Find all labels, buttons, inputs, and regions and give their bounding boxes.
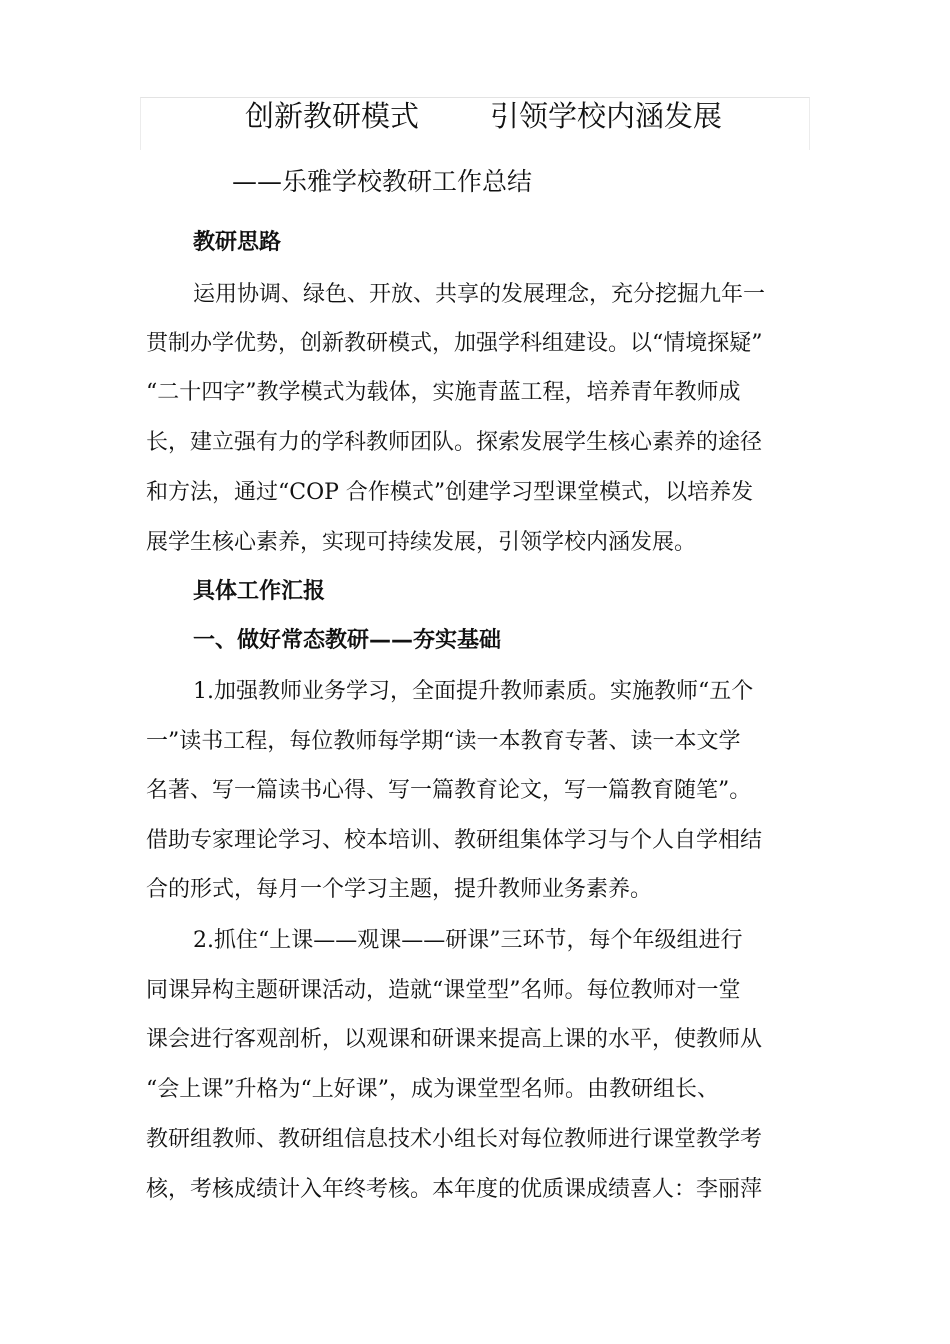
- heading-work-report: 具体工作汇报: [193, 579, 326, 604]
- paragraph-line: “会上课”升格为“上好课”，成为课堂型名师。由教研组长、: [146, 1077, 719, 1102]
- paragraph-line: “二十四字”教学模式为载体，实施青蓝工程，培养青年教师成: [146, 380, 741, 405]
- paragraph-line: 1.加强教师业务学习，全面提升教师素质。实施教师“五个: [193, 679, 754, 704]
- paragraph-line: 借助专家理论学习、校本培训、教研组集体学习与个人自学相结: [146, 828, 763, 853]
- paragraph-line: 长，建立强有力的学科教师团队。探索发展学生核心素养的途径: [146, 430, 763, 455]
- paragraph-line: 运用协调、绿色、开放、共享的发展理念，充分挖掘九年一: [193, 282, 766, 307]
- paragraph-line: 展学生核心素养，实现可持续发展，引领学校内涵发展。: [146, 530, 697, 555]
- paragraph-line: 2.抓住“上课——观课——研课”三环节，每个年级组进行: [193, 928, 743, 953]
- document-subtitle: ——乐雅学校教研工作总结: [232, 167, 533, 196]
- paragraph-line: 同课异构主题研课活动，造就“课堂型”名师。每位教师对一堂: [146, 978, 741, 1003]
- paragraph-line: 课会进行客观剖析，以观课和研课来提高上课的水平，使教师从: [146, 1027, 763, 1052]
- paragraph-line: 和方法，通过“COP 合作模式”创建学习型课堂模式，以培养发: [146, 480, 754, 505]
- paragraph-line: 贯制办学优势，创新教研模式，加强学科组建设。以“情境探疑”: [146, 331, 763, 356]
- paragraph-line: 核，考核成绩计入年终考核。本年度的优质课成绩喜人：李丽萍: [146, 1177, 763, 1202]
- heading-routine-research: 一、做好常态教研——夯实基础: [193, 628, 502, 653]
- paragraph-line: 一”读书工程，每位教师每学期“读一本教育专著、读一本文学: [146, 729, 741, 754]
- title-part-2: 引领学校内涵发展: [490, 99, 723, 133]
- paragraph-line: 合的形式，每月一个学习主题，提升教师业务素养。: [146, 877, 653, 902]
- paragraph-line: 教研组教师、教研组信息技术小组长对每位教师进行课堂教学考: [146, 1127, 763, 1152]
- heading-teaching-research-idea: 教研思路: [193, 230, 282, 255]
- title-part-1: 创新教研模式: [245, 99, 420, 133]
- paragraph-line: 名著、写一篇读书心得、写一篇教育论文，写一篇教育随笔”。: [146, 778, 752, 803]
